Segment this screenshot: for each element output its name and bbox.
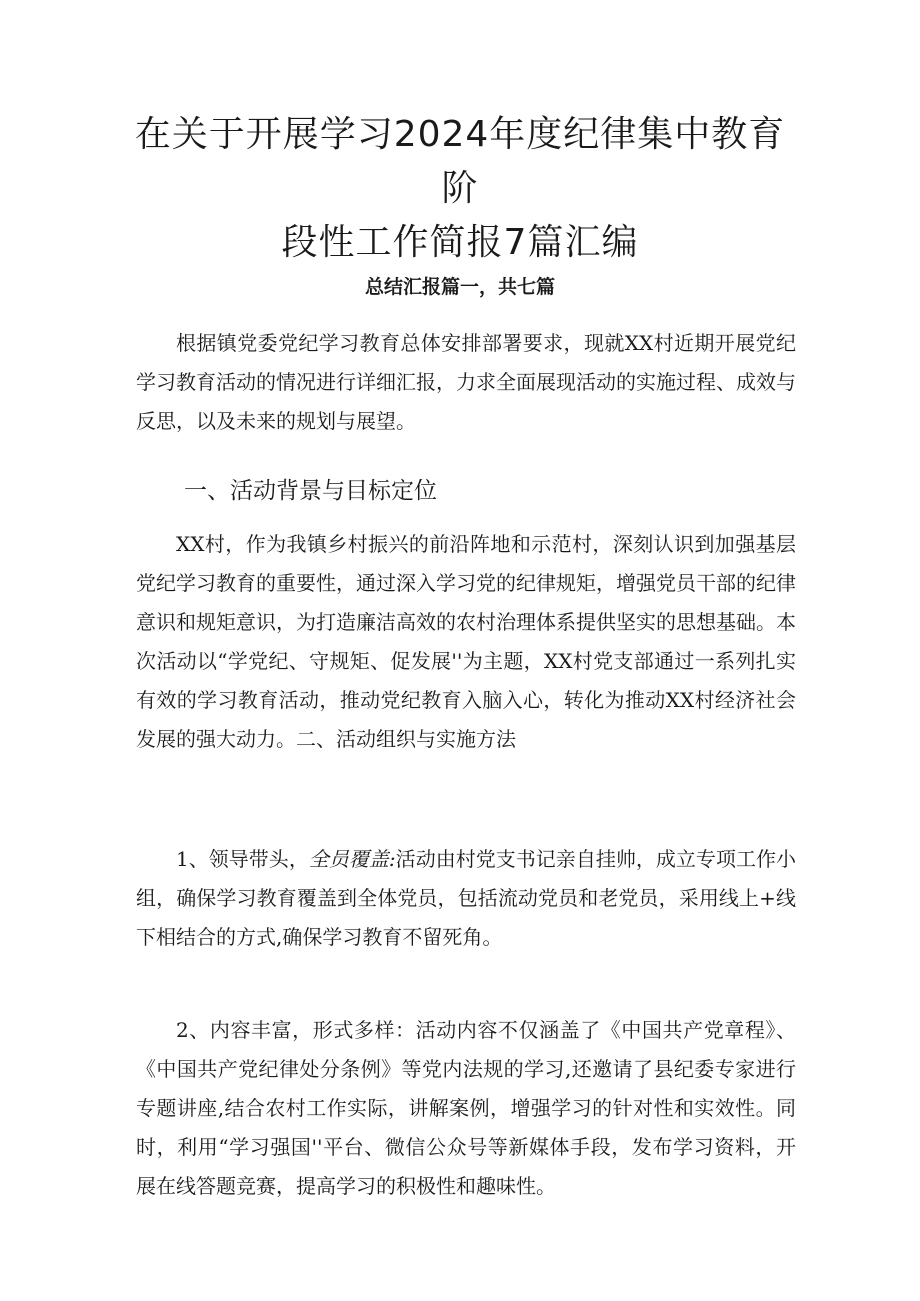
list-item-1-emphasis: 全员覆盖:: [308, 847, 396, 871]
intro-paragraph: 根据镇党委党纪学习教育总体安排部署要求，现就XX村近期开展党纪学习教育活动的情况进行详细汇报，力求全面展现活动的实施过程、成效与反思，以及未来的规划与展望。: [136, 331, 796, 433]
title-line-1: 在关于开展学习2024年度纪律集中教育阶: [134, 114, 786, 209]
title-line-2: 段性工作简报7篇汇编: [281, 222, 639, 263]
document-title: [120, 108, 800, 270]
list-item-1: [136, 840, 796, 957]
list-item-1-body: 活动由村党支书记亲自挂帅，成立专项工作小组，确保学习教育覆盖到全体党员，包括流动党员和老党员，采用线上+线下相结合的方式,确保学习教育不留死角。: [136, 847, 796, 949]
list-item-1-prefix: 1、领导带头，: [176, 847, 309, 871]
section-body-paragraph: XX村，作为我镇乡村振兴的前沿阵地和示范村，深刻认识到加强基层党纪学习教育的重要性，通过深入学习党的纪律规矩，增强党员干部的纪律意识和规矩意识，为打造廉洁高效的农村治理体系提供坚实的思想基础。本次活动以“学党纪、守规矩、促发展''为主题，XX村党支部通过一系列扎实有效的学习教育活动，推动党纪教育入脑入心，转化为推动XX村经济社会发展的强大动力。二、活动组织与实施方法: [136, 532, 796, 751]
section-heading: 一、活动背景与目标定位: [184, 478, 437, 504]
document-subtitle: 总结汇报篇一，共七篇: [364, 276, 555, 298]
list-item-2: 2、内容丰富，形式多样：活动内容不仅涵盖了《中国共产党章程》、《中国共产党纪律处分条例》等党内法规的学习,还邀请了县纪委专家进行专题讲座,结合农村工作实际，讲解案例，增强学习的针对性和实效性。同时，利用“学习强国''平台、微信公众号等新媒体手段，发布学习资料，开展在线答题竞赛，提高学习的积极性和趣味性。: [136, 1018, 796, 1198]
